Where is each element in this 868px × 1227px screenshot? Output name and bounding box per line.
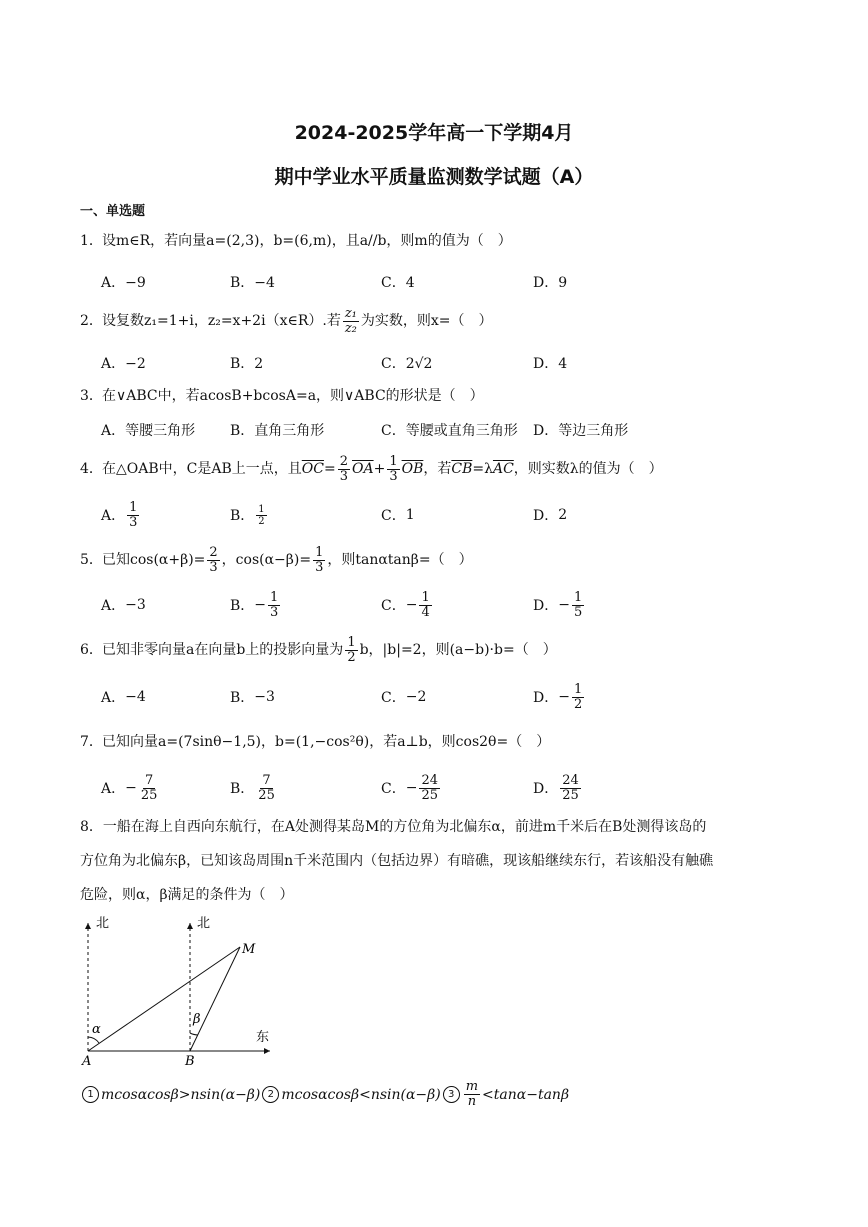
option-label: B． <box>230 781 255 797</box>
option-label: A． <box>101 508 126 524</box>
option-c <box>381 495 415 535</box>
question-2-options <box>101 343 801 383</box>
question-stem-part3: ，则tanαtanβ=（ ） <box>327 552 473 568</box>
fraction <box>387 455 399 484</box>
fraction <box>207 546 219 575</box>
option-b <box>230 585 282 625</box>
option-d: D．9 <box>533 275 568 291</box>
option-a <box>101 585 146 625</box>
question-number: 4． <box>80 461 103 477</box>
question-stem-part2: ，cos(α−β)= <box>221 552 312 568</box>
denominator: 2 <box>258 515 265 527</box>
north-label-a: 北 <box>96 916 110 931</box>
question-2 <box>80 304 790 338</box>
question-number: 3． <box>80 388 103 404</box>
denominator: 3 <box>389 468 398 484</box>
option-c <box>381 768 442 808</box>
fraction <box>343 307 359 336</box>
alpha-arc <box>88 1037 99 1043</box>
vector-oc: $\overline{OC}$ <box>301 461 324 477</box>
minus-sign: − <box>254 597 267 613</box>
question-stem-part1: 设复数z₁=1+i，z₂=x+2i（x∈R）.若 <box>102 313 341 329</box>
vector-oa: $\overline{OA}$ <box>351 461 374 477</box>
denominator: 25 <box>562 787 579 803</box>
point-m-label: M <box>242 942 256 957</box>
fraction <box>256 504 266 527</box>
option-d <box>533 495 567 535</box>
option-label: C． <box>381 690 406 706</box>
option-label: B． <box>230 690 255 706</box>
fraction <box>139 774 160 803</box>
denominator: 3 <box>270 604 279 620</box>
question-stem-part1: 在△OAB中，C是AB上一点，且 <box>102 461 302 477</box>
fraction <box>572 683 584 712</box>
question-stem: 已知向量a=(7sinθ−1,5)，b=(1,−cos²θ)，若a⊥b，则cos2θ=（ ） <box>102 734 551 750</box>
denominator: z₂ <box>344 320 357 336</box>
numerator: 1 <box>389 453 398 469</box>
minus-sign: − <box>125 780 137 796</box>
option-b <box>230 495 269 535</box>
question-8 <box>80 810 790 912</box>
condition-2: mcosαcosβ<nsin(α−β) <box>281 1086 441 1103</box>
denominator: 3 <box>339 468 348 484</box>
numerator: 1 <box>573 589 583 605</box>
question-stem-line2: 方位角为北偏东β，已知该岛周围n千米范围内（包括边界）有暗礁，现该船继续东行，若该船没有触礁 <box>80 853 714 869</box>
question-number: 8． <box>80 819 103 835</box>
beta-arc <box>190 1033 198 1035</box>
question-8-line1 <box>80 810 790 844</box>
question-3 <box>80 387 790 405</box>
numerator: 1 <box>421 589 430 605</box>
option-d <box>533 768 583 808</box>
denominator: 2 <box>573 696 583 712</box>
conditions-line <box>80 1080 569 1109</box>
option-label: C． <box>381 598 406 614</box>
option-c: C．等腰或直角三角形 <box>381 423 518 439</box>
point-a-label: A <box>82 1054 92 1069</box>
option-c <box>381 677 426 717</box>
denominator: 5 <box>573 604 583 620</box>
question-5-options <box>101 585 801 625</box>
fraction <box>419 774 440 803</box>
option-label: C． <box>381 508 406 524</box>
denominator: 3 <box>129 514 138 530</box>
numerator: m <box>465 1079 479 1094</box>
denominator: 25 <box>258 787 275 803</box>
navigation-diagram <box>78 915 288 1075</box>
question-stem-part2: 为实数，则x=（ ） <box>360 313 493 329</box>
fraction <box>419 591 431 620</box>
fraction <box>464 1080 480 1109</box>
question-stem: 在∨ABC中，若acosB+bcosA=a，则∨ABC的形状是（ ） <box>102 388 484 404</box>
question-stem: 设m∈R，若向量a=(2,3)，b=(6,m)，且a//b，则m的值为（ ） <box>102 233 512 249</box>
circle-number-1: 1 <box>82 1086 99 1103</box>
fraction <box>256 774 277 803</box>
option-value: 2 <box>558 507 568 523</box>
question-1-options <box>101 262 801 302</box>
question-stem-line3: 危险，则α，β满足的条件为（ ） <box>80 887 294 903</box>
numerator: 1 <box>315 544 324 560</box>
question-5 <box>80 543 790 577</box>
option-label: D． <box>533 598 559 614</box>
question-6-options <box>101 677 801 717</box>
option-b: B．−4 <box>230 275 275 291</box>
minus-sign: − <box>405 597 418 613</box>
question-stem-part2: ，若 <box>423 461 452 477</box>
option-value: −3 <box>254 689 275 705</box>
denominator: 2 <box>347 649 356 665</box>
vector-cb: $\overline{CB}$ <box>451 461 473 477</box>
option-value: −3 <box>125 597 146 613</box>
denominator: 4 <box>421 604 430 620</box>
option-a <box>101 768 161 808</box>
circle-number-2: 2 <box>262 1086 279 1103</box>
numerator: 2 <box>209 544 218 560</box>
option-a: A．−2 <box>101 356 146 372</box>
option-label: A． <box>101 781 126 797</box>
condition-1: mcosαcosβ>nsin(α−β) <box>101 1086 261 1103</box>
option-c: C．2√2 <box>381 356 433 372</box>
question-stem-part4: ，则实数λ的值为（ ） <box>513 461 663 477</box>
fraction <box>127 501 139 530</box>
exam-title-line2: 期中学业水平质量监测数学试题（A） <box>274 166 594 188</box>
option-b <box>230 677 275 717</box>
numerator: 2 <box>339 453 348 469</box>
circle-number-3: 3 <box>443 1086 460 1103</box>
numerator: 1 <box>573 681 583 697</box>
option-d <box>533 677 586 717</box>
question-stem-part2: b，|b|=2，则(a−b)·b=（ ） <box>359 642 557 658</box>
denominator: 25 <box>140 787 158 803</box>
fraction <box>345 636 357 665</box>
fraction <box>338 455 350 484</box>
option-b: B．2 <box>230 356 264 372</box>
question-stem-part1: 已知cos(α+β)= <box>102 552 206 568</box>
vector-ac: $\overline{AC}$ <box>492 461 514 477</box>
numerator: 1 <box>270 589 279 605</box>
north-label-b: 北 <box>197 916 211 931</box>
vector-ob: $\overline{OB}$ <box>401 461 424 477</box>
question-4-options <box>101 495 801 535</box>
fraction <box>268 591 280 620</box>
question-stem-part1: 已知非零向量a在向量b上的投影向量为 <box>102 642 344 658</box>
option-c <box>381 585 434 625</box>
option-label: D． <box>533 781 559 797</box>
numerator: 1 <box>258 503 265 515</box>
question-number: 6． <box>80 642 103 658</box>
option-label: C． <box>381 781 406 797</box>
equals-sign: = <box>323 461 336 477</box>
denominator: 3 <box>315 559 324 575</box>
numerator: 1 <box>129 499 138 515</box>
numerator: 24 <box>562 772 579 788</box>
option-d: D．等边三角形 <box>533 423 629 439</box>
east-label: 东 <box>256 1030 270 1045</box>
option-label: D． <box>533 508 559 524</box>
option-d: D．4 <box>533 356 568 372</box>
numerator: 7 <box>144 772 154 788</box>
option-label: B． <box>230 598 255 614</box>
numerator: 24 <box>421 772 438 788</box>
line-am <box>88 947 240 1051</box>
question-4 <box>80 452 790 486</box>
numerator: 7 <box>262 772 271 788</box>
option-value: 1 <box>405 507 415 523</box>
option-value: −4 <box>125 689 146 705</box>
point-b-label: B <box>185 1054 195 1069</box>
question-stem-part3: =λ <box>472 461 493 477</box>
plus-sign: + <box>373 461 386 477</box>
beta-label: β <box>193 1012 201 1027</box>
alpha-label: α <box>92 1022 101 1037</box>
option-label: A． <box>101 598 126 614</box>
minus-sign: − <box>558 689 570 705</box>
exam-title-line1: 2024-2025学年高一下学期4月 <box>294 122 574 144</box>
fraction <box>572 591 584 620</box>
condition-3: <tanα−tanβ <box>482 1086 570 1103</box>
denominator: 3 <box>209 559 218 575</box>
denominator: n <box>467 1094 477 1109</box>
option-c: C．4 <box>381 275 415 291</box>
denominator: 25 <box>421 787 438 803</box>
option-a <box>101 677 146 717</box>
option-label: D． <box>533 690 559 706</box>
fraction <box>560 774 581 803</box>
option-b: B．直角三角形 <box>230 423 325 439</box>
option-d <box>533 585 586 625</box>
question-6 <box>80 633 790 667</box>
option-label: B． <box>230 508 255 524</box>
option-a: A．−9 <box>101 275 146 291</box>
section-heading: 一、单选题 <box>80 204 146 219</box>
question-1 <box>80 232 790 250</box>
question-number: 7． <box>80 734 103 750</box>
question-number: 5． <box>80 552 103 568</box>
option-value: −2 <box>405 689 427 705</box>
minus-sign: − <box>405 780 418 796</box>
option-a: A．等腰三角形 <box>101 423 196 439</box>
question-3-options <box>101 410 801 450</box>
option-b <box>230 768 279 808</box>
minus-sign: − <box>558 597 570 613</box>
question-stem-line1: 一船在海上自西向东航行，在A处测得某岛M的方位角为北偏东α，前进m千米后在B处测得该岛的 <box>102 819 707 835</box>
question-7 <box>80 733 790 751</box>
numerator: z₁ <box>344 305 357 321</box>
question-number: 2． <box>80 313 103 329</box>
fraction <box>313 546 325 575</box>
option-label: A． <box>101 690 126 706</box>
question-number: 1． <box>80 233 103 249</box>
numerator: 1 <box>347 634 356 650</box>
question-7-options <box>101 768 801 808</box>
option-a <box>101 495 141 535</box>
